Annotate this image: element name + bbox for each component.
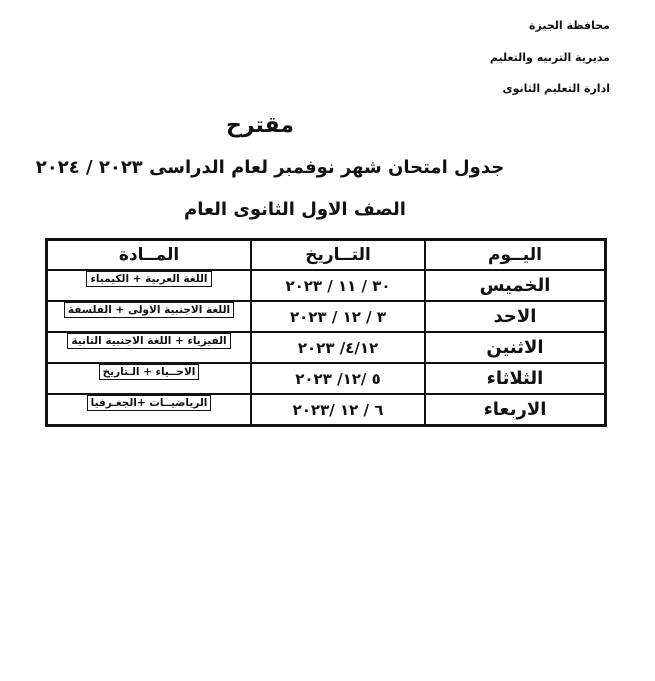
table-row xyxy=(47,394,605,425)
subject-text: اللغة العربية + الكيمياء xyxy=(86,271,211,287)
subject-text: الاحــياء + الـتاريخ xyxy=(99,364,200,380)
day-cell: الثلاثاء xyxy=(425,363,605,394)
subject-text: الرياضيــات +الجغـرفيا xyxy=(87,395,212,411)
exam-schedule-table xyxy=(45,238,607,427)
date-cell: ٣ / ١٢ / ٢٠٢٣ xyxy=(251,301,425,332)
subject-text: الفيزياء + اللغة الاجنبية الثانية xyxy=(67,333,230,349)
subject-cell xyxy=(47,301,251,332)
exam-schedule-title: جدول امتحان شهر نوفمبر لعام الدراسى ٢٠٢٣ / ٢٠٢٤ xyxy=(35,157,505,178)
header-date: التــاريخ xyxy=(251,240,425,270)
directorate-label: مديرية التربيه والتعليم xyxy=(489,51,610,64)
date-cell: ٤/١٢/ ٢٠٢٣ xyxy=(251,332,425,363)
day-cell: الاحد xyxy=(425,301,605,332)
administration-label: ادارة التعليم الثانوى xyxy=(502,82,610,95)
date-cell: ٣٠ / ١١ / ٢٠٢٣ xyxy=(251,270,425,301)
header-subject: المــادة xyxy=(47,240,251,270)
subject-text: اللغة الاجنبية الاولى + الفلسفة xyxy=(64,302,234,318)
date-cell: ٥ /١٢/ ٢٠٢٣ xyxy=(251,363,425,394)
subject-cell xyxy=(47,394,251,425)
proposal-title: مقترح xyxy=(226,113,294,138)
table-row xyxy=(47,270,605,301)
table-header-row xyxy=(47,240,605,270)
subject-cell xyxy=(47,332,251,363)
table-row xyxy=(47,301,605,332)
day-cell: الاربعاء xyxy=(425,394,605,425)
grade-title: الصف الاول الثانوى العام xyxy=(184,199,406,220)
date-cell: ٦ / ١٢ /٢٠٢٣ xyxy=(251,394,425,425)
header-day: اليــوم xyxy=(425,240,605,270)
governorate-label: محافظة الجيزة xyxy=(529,19,610,32)
day-cell: الاثنين xyxy=(425,332,605,363)
table-row xyxy=(47,332,605,363)
day-cell: الخميس xyxy=(425,270,605,301)
subject-cell xyxy=(47,363,251,394)
subject-cell xyxy=(47,270,251,301)
table-row xyxy=(47,363,605,394)
